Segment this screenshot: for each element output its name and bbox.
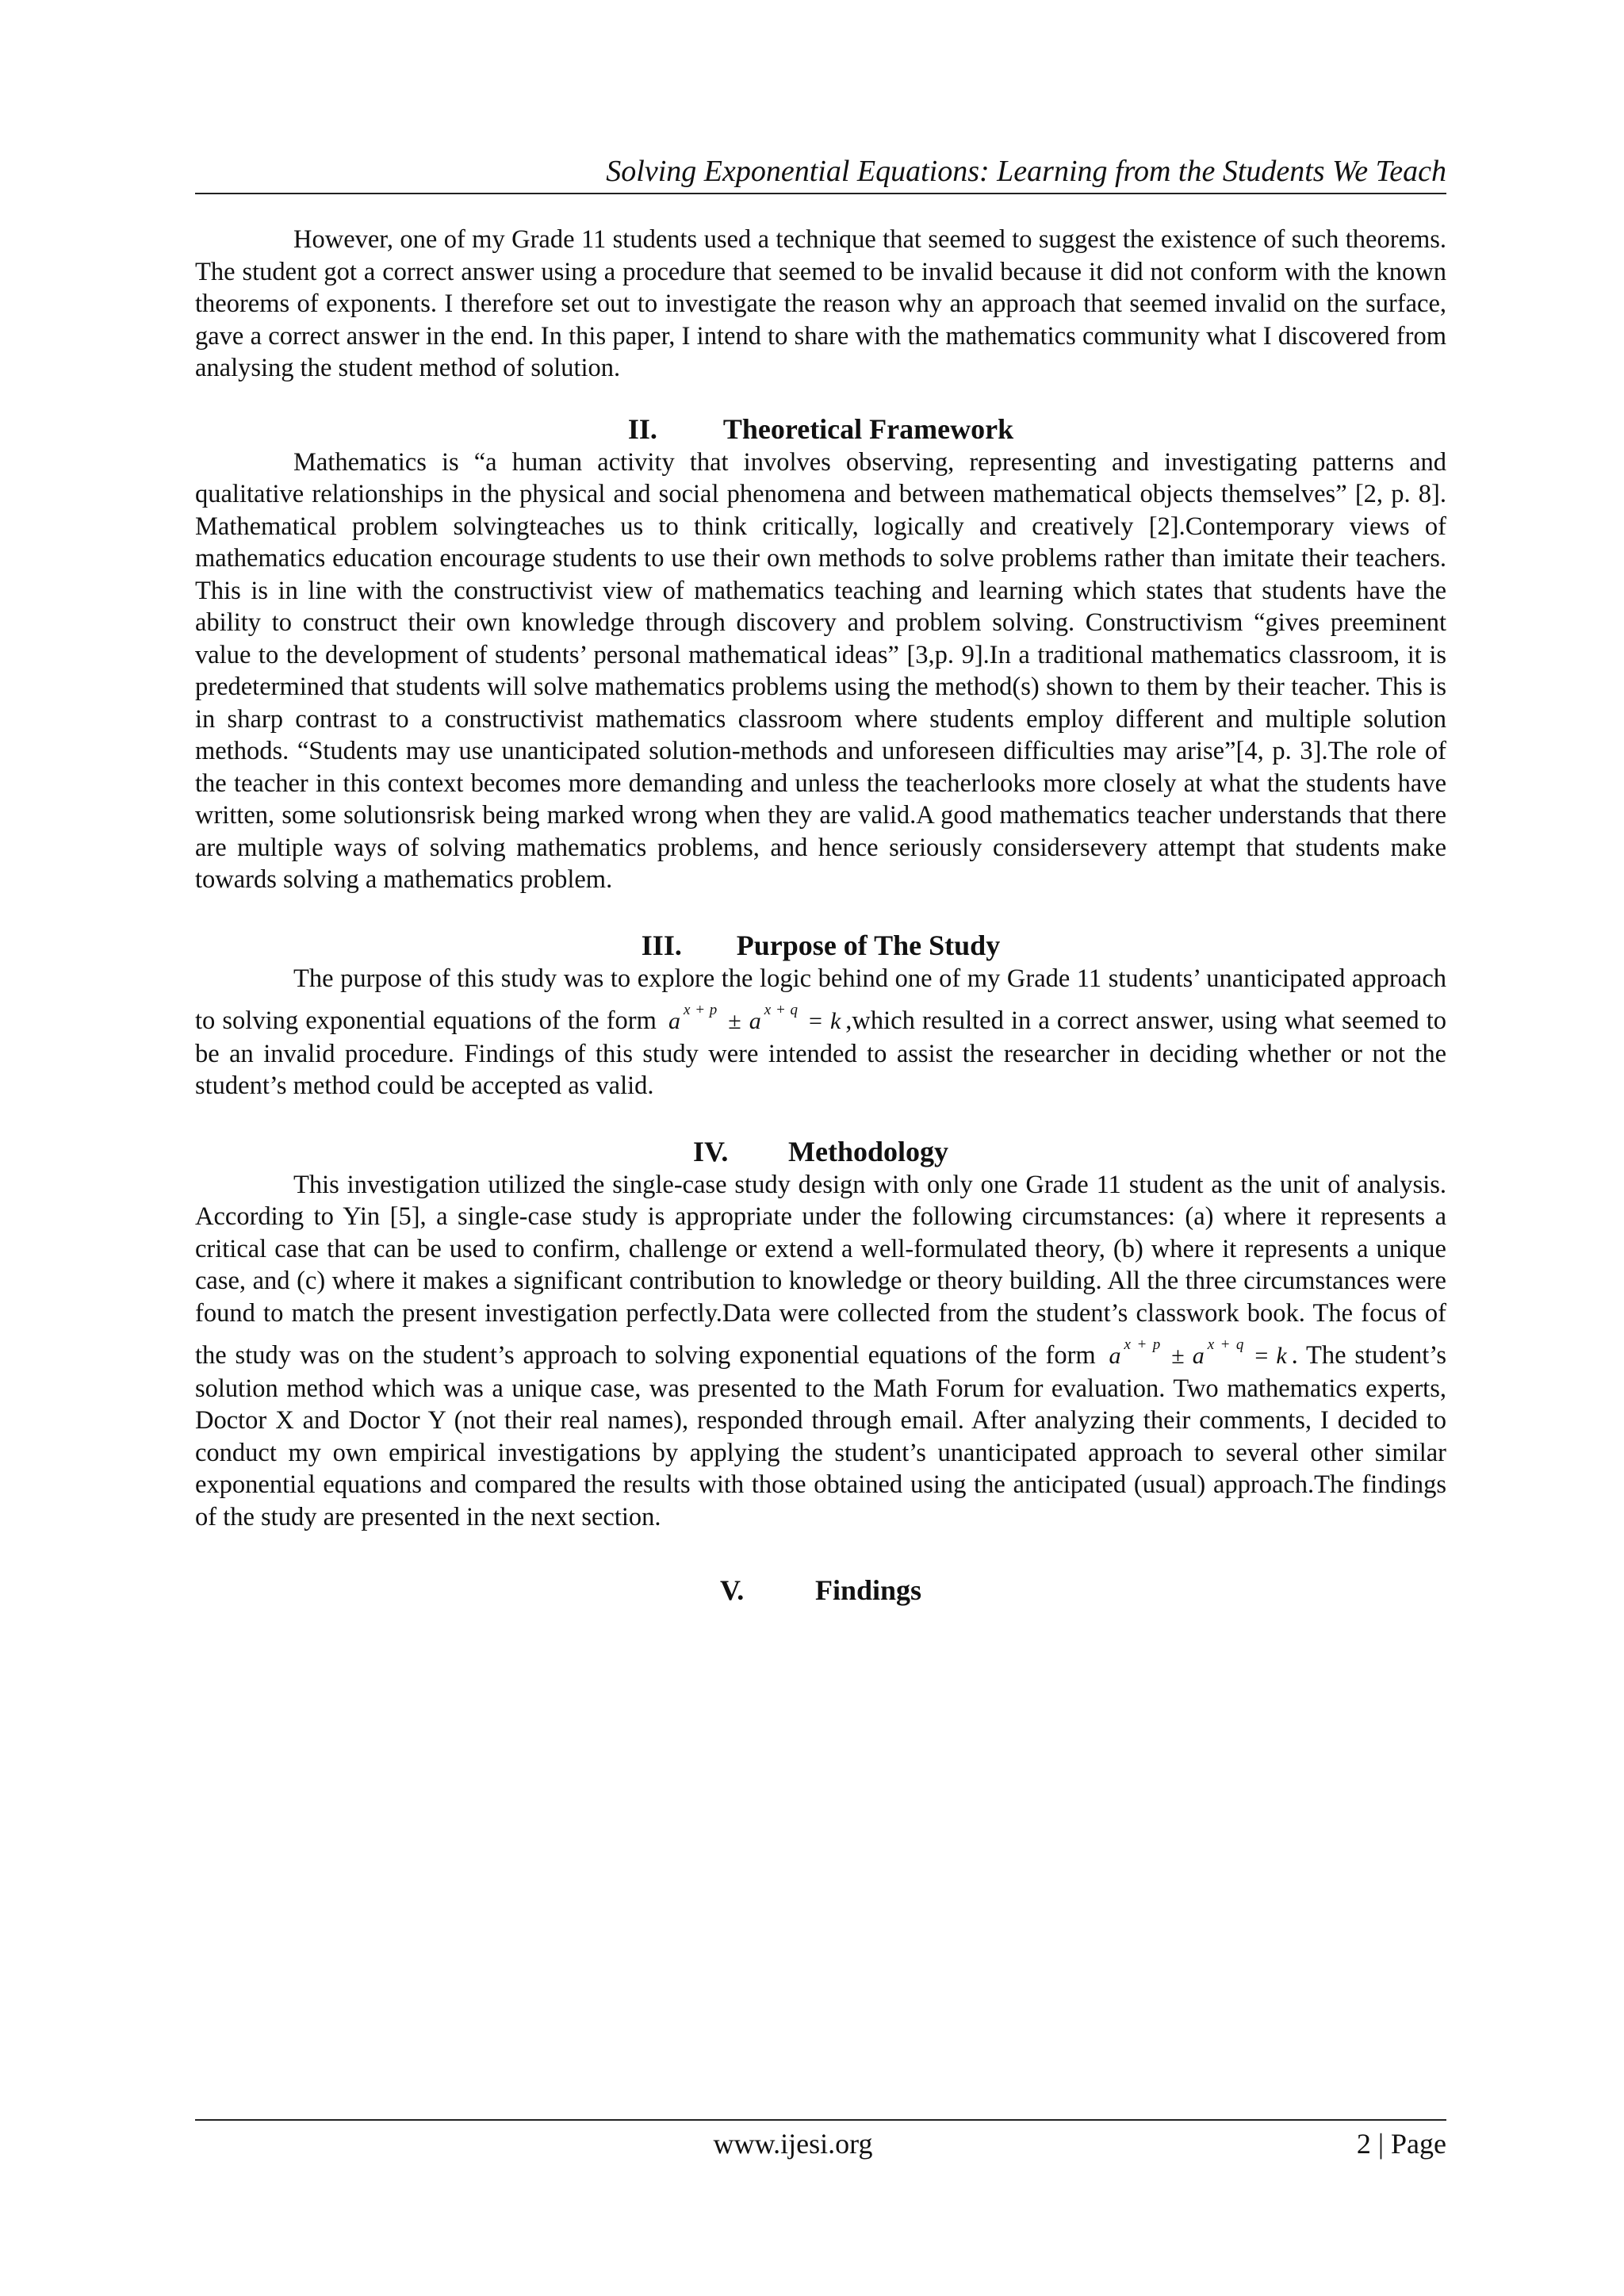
running-header: Solving Exponential Equations: Learning from the Students We Teach xyxy=(606,155,1446,188)
section-number: V. xyxy=(719,1574,745,1606)
theoretical-framework-paragraph: Mathematics is “a human activity that involves observing, representing and investigating patterns and qualitative relationships in the physical and social phenomena and between mathematical objects themselves” [2, p. 8]. Mathematical problem solvingteaches us to think critically, logically and creatively [2].Contemporary views of mathematics education encourage students to use their own methods to solve problems rather than imitate their teachers. This is in line with the constructivist view of mathematics teaching and learning which states that students have the ability to construct their own knowledge through discovery and problem solving. Constructivism “gives preeminent value to the development of students’ personal mathematical ideas” [3,p. 9].In a traditional mathematics classroom, it is predetermined that students will solve mathematics problems using the method(s) shown to them by their teacher. This is in sharp contrast to a constructivist mathematics classroom where students employ different and multiple solution methods. “Students may use unanticipated solution-methods and unforeseen difficulties may arise”[4, p. 3].The role of the teacher in this context becomes more demanding and unless the teacherlooks more closely at what the students have written, some solutionsrisk being marked wrong when they are valid.A good mathematics teacher understands that there are multiple ways of solving mathematics problems, and hence seriously considersevery attempt that students make towards solving a mathematics problem. xyxy=(195,447,1446,894)
purpose-text-before: The purpose of this study was to explore the logic behind one of my Grade 11 students’ unanticipated approach to solving exponential equations of the form xyxy=(195,964,1446,1035)
footer-website: www.ijesi.org xyxy=(713,2128,873,2160)
methodology-text-before: This investigation utilized the single-case study design with only one Grade 11 student as the unit of analysis. According to Yin [5], a single-case study is appropriate under the following circumstances: (a) where it represents a critical case that can be used to confirm, challenge or extend a well-formulated theory, (b) where it represents a unique case, and (c) where it makes a significant contribution to knowledge or theory building. All the three circumstances were found to match the present investigation perfectly.Data were collected from the student’s classwork book. The focus of the study was on the student’s approach to solving exponential equations of the form xyxy=(195,1170,1446,1370)
header-rule xyxy=(195,193,1446,194)
section-title: Theoretical Framework xyxy=(722,412,1014,445)
article-body xyxy=(195,224,1446,1608)
purpose-paragraph xyxy=(195,963,1446,1102)
purpose-text-after: ,which resulted in a correct answer, using what seemed to be an invalid procedure. Findings of this study were intended to assist the researcher in deciding whether or not the student’s method could be accepted as valid. xyxy=(195,1006,1446,1100)
footer-page-number: 2 | Page xyxy=(1356,2128,1446,2160)
exponential-equation: a $^{x + p}$ ± a $^{x + q}$ = k xyxy=(1109,1336,1287,1369)
section-heading-theoretical-framework xyxy=(195,412,1446,447)
section-number: IV. xyxy=(693,1135,729,1167)
section-title: Findings xyxy=(814,1574,922,1606)
section-number: III. xyxy=(641,929,682,961)
intro-paragraph: However, one of my Grade 11 students used a technique that seemed to suggest the existence of such theorems. The student got a correct answer using a procedure that seemed to be invalid because it did not conform with the known theorems of exponents. I therefore set out to investigate the reason why an approach that seemed invalid on the surface, gave a correct answer in the end. In this paper, I intend to share with the mathematics community what I discovered from analysing the student method of solution. xyxy=(195,225,1446,382)
section-title: Methodology xyxy=(788,1135,948,1167)
methodology-text-after: . The student’s solution method which was a unique case, was presented to the Math Forum for evaluation. Two mathematics experts, Doctor X and Doctor Y (not their real names), responded through email. After analyzing their comments, I decided to conduct my own empirical investigations by applying the student’s unanticipated approach to several other similar exponential equations and compared the results with those obtained using the anticipated (usual) approach.The findings of the study are presented in the next section. xyxy=(195,1341,1446,1531)
section-heading-findings xyxy=(195,1573,1446,1608)
footer-rule xyxy=(195,2119,1446,2121)
section-heading-purpose xyxy=(195,928,1446,963)
methodology-paragraph xyxy=(195,1169,1446,1534)
section-title: Purpose of The Study xyxy=(736,929,1001,961)
exponential-equation: a $^{x + p}$ ± a $^{x + q}$ = k xyxy=(668,1002,841,1034)
section-number: II. xyxy=(627,412,657,445)
section-heading-methodology xyxy=(195,1134,1446,1169)
